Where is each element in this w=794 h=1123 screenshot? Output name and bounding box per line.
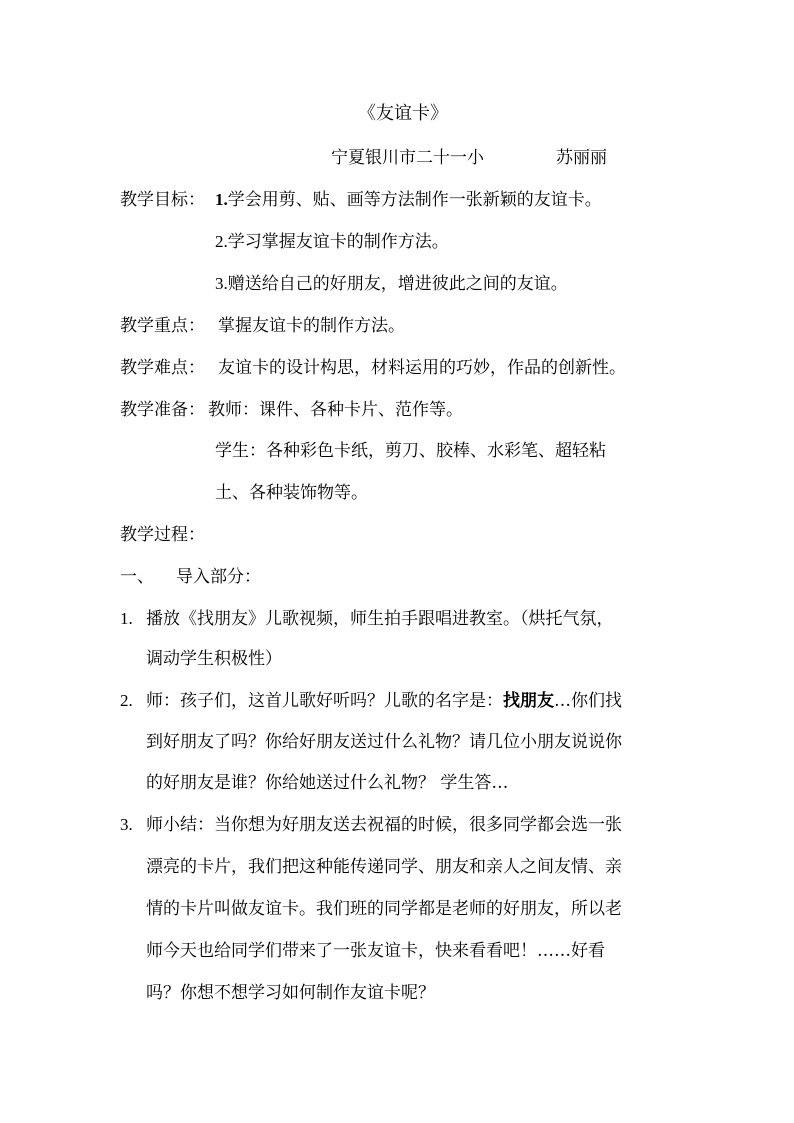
step-number-3: 3.: [120, 815, 133, 834]
difficulty-text: 友谊卡的设计构思，材料运用的巧妙，作品的创新性。: [218, 358, 626, 378]
step-2-text: …你们找: [554, 691, 622, 711]
step-2-line-1: [146, 691, 622, 711]
step-2-line-3: 的好朋友是谁？你给她送过什么礼物？ 学生答…: [146, 773, 509, 793]
difficulty-label: 教学难点：: [120, 358, 205, 378]
step-3-line-1: 师小结：当你想为好朋友送去祝福的时候，很多同学都会选一张: [146, 815, 622, 835]
objectives-label: 教学目标：: [120, 190, 205, 210]
school-name: 宁夏银川市二十一小: [331, 148, 484, 168]
objective-text: 赠送给自己的好朋友，增进彼此之间的友谊。: [227, 274, 568, 294]
objective-num: 3.: [215, 274, 228, 293]
step-3-line-4: 师今天也给同学们带来了一张友谊卡，快来看看吧！……好看: [146, 941, 605, 961]
preparation-label: 教学准备：: [120, 400, 205, 420]
objective-num: 1.: [215, 190, 228, 209]
step-2-text: 师：孩子们，这首儿歌好听吗？儿歌的名字是：: [146, 691, 503, 711]
step-3-line-3: 情的卡片叫做友谊卡。我们班的同学都是老师的好朋友，所以老: [146, 899, 622, 919]
step-number-2: 2.: [120, 691, 133, 710]
preparation-student-line-2: 土、各种装饰物等。: [215, 483, 368, 503]
step-3-line-2: 漂亮的卡片，我们把这种能传递同学、朋友和亲人之间友情、亲: [146, 857, 622, 877]
step-1-line-1: 播放《找朋友》儿歌视频，师生拍手跟唱进教室。（烘托气氛，: [146, 609, 614, 629]
song-name: 找朋友: [503, 691, 554, 711]
step-2-line-2: 到好朋友了吗？你给好朋友送过什么礼物？请几位小朋友说说你: [146, 732, 622, 752]
objective-num: 2.: [215, 232, 228, 251]
objective-item-2: [215, 232, 449, 252]
objective-text: 学习掌握友谊卡的制作方法。: [227, 232, 449, 252]
section-title: 导入部分：: [176, 567, 261, 587]
step-1-line-2: 调动学生积极性）: [146, 649, 282, 669]
key-point-label: 教学重点：: [120, 316, 205, 336]
objective-item-3: [215, 274, 568, 294]
section-number: 一、: [120, 567, 154, 587]
step-number-1: 1.: [120, 609, 133, 628]
document-title: 《友谊卡》: [358, 103, 448, 124]
preparation-teacher: 教师：课件、各种卡片、范作等。: [208, 400, 463, 420]
process-label: 教学过程：: [120, 525, 205, 545]
step-3-line-5: 吗？你想不想学习如何制作友谊卡呢？: [146, 983, 435, 1003]
key-point-text: 掌握友谊卡的制作方法。: [218, 316, 405, 336]
preparation-student-line-1: 学生：各种彩色卡纸，剪刀、胶棒、水彩笔、超轻粘: [215, 441, 606, 461]
objective-text: 学会用剪、贴、画等方法制作一张新颖的友谊卡。: [227, 190, 602, 210]
author-name: 苏丽丽: [556, 148, 607, 168]
objective-item-1: [215, 190, 602, 210]
